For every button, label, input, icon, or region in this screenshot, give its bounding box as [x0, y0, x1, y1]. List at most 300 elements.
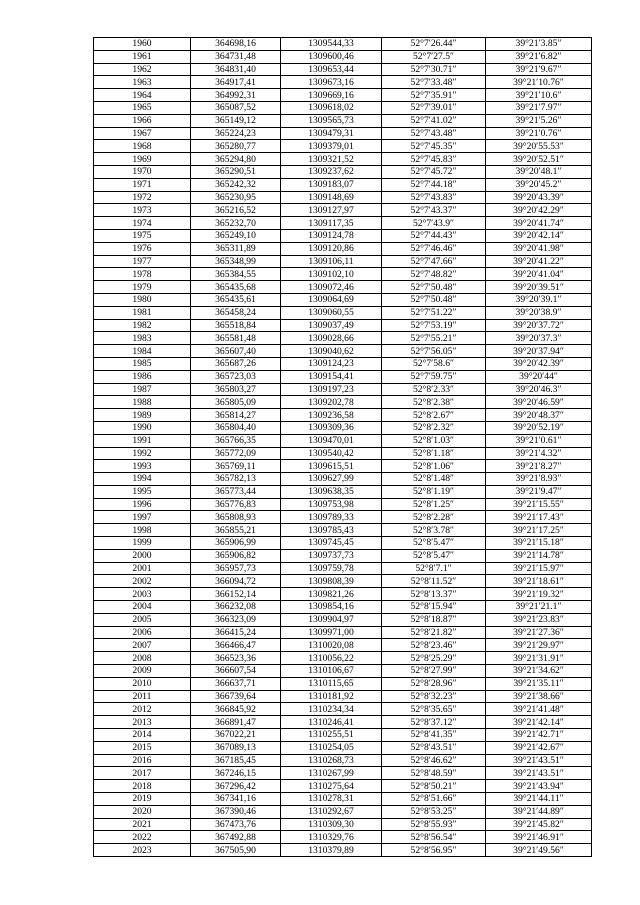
point-number-cell: 2005 — [94, 613, 191, 626]
table-row — [94, 767, 592, 780]
point-number-cell: 1979 — [94, 281, 191, 294]
table-row — [94, 396, 592, 409]
point-number-cell: 1970 — [94, 165, 191, 178]
latitude-cell: 52°7′30.71″ — [382, 63, 486, 76]
y-coordinate-cell: 1309197,23 — [281, 383, 382, 396]
x-coordinate-cell: 365723,03 — [191, 370, 281, 383]
x-coordinate-cell: 365855,21 — [191, 524, 281, 537]
point-number-cell: 2021 — [94, 818, 191, 831]
y-coordinate-cell: 1309237,62 — [281, 165, 382, 178]
point-number-cell: 1993 — [94, 460, 191, 473]
x-coordinate-cell: 366232,08 — [191, 601, 281, 614]
y-coordinate-cell: 1309102,10 — [281, 268, 382, 281]
point-number-cell: 2007 — [94, 639, 191, 652]
table-row — [94, 140, 592, 153]
x-coordinate-cell: 365242,32 — [191, 178, 281, 191]
x-coordinate-cell: 364831,40 — [191, 63, 281, 76]
longitude-cell: 39°21′27.36″ — [486, 626, 592, 639]
table-row — [94, 114, 592, 127]
point-number-cell: 2013 — [94, 716, 191, 729]
table-row — [94, 793, 592, 806]
y-coordinate-cell: 1310234,34 — [281, 703, 382, 716]
point-number-cell: 1963 — [94, 76, 191, 89]
x-coordinate-cell: 365249,10 — [191, 229, 281, 242]
y-coordinate-cell: 1310255,51 — [281, 729, 382, 742]
x-coordinate-cell: 365803,27 — [191, 383, 281, 396]
y-coordinate-cell: 1309854,16 — [281, 601, 382, 614]
y-coordinate-cell: 1309808,39 — [281, 575, 382, 588]
table-row — [94, 485, 592, 498]
table-row — [94, 652, 592, 665]
y-coordinate-cell: 1309040,62 — [281, 345, 382, 358]
point-number-cell: 2003 — [94, 588, 191, 601]
point-number-cell: 2018 — [94, 780, 191, 793]
y-coordinate-cell: 1310267,99 — [281, 767, 382, 780]
y-coordinate-cell: 1310254,05 — [281, 741, 382, 754]
x-coordinate-cell: 365518,84 — [191, 319, 281, 332]
x-coordinate-cell: 365290,51 — [191, 165, 281, 178]
x-coordinate-cell: 365773,44 — [191, 485, 281, 498]
latitude-cell: 52°7′43.9″ — [382, 217, 486, 230]
point-number-cell: 1965 — [94, 101, 191, 114]
y-coordinate-cell: 1309565,73 — [281, 114, 382, 127]
latitude-cell: 52°7′35.91″ — [382, 89, 486, 102]
latitude-cell: 52°8′51.66″ — [382, 793, 486, 806]
point-number-cell: 1964 — [94, 89, 191, 102]
point-number-cell: 1960 — [94, 38, 191, 51]
longitude-cell: 39°20′46.59″ — [486, 396, 592, 409]
point-number-cell: 1983 — [94, 332, 191, 345]
x-coordinate-cell: 366739,64 — [191, 690, 281, 703]
x-coordinate-cell: 365776,83 — [191, 498, 281, 511]
x-coordinate-cell: 365087,52 — [191, 101, 281, 114]
x-coordinate-cell: 365957,73 — [191, 562, 281, 575]
x-coordinate-cell: 367246,15 — [191, 767, 281, 780]
x-coordinate-cell: 365232,70 — [191, 217, 281, 230]
latitude-cell: 52°8′13.37″ — [382, 588, 486, 601]
table-row — [94, 434, 592, 447]
latitude-cell: 52°8′35.65″ — [382, 703, 486, 716]
y-coordinate-cell: 1309615,51 — [281, 460, 382, 473]
table-row — [94, 460, 592, 473]
longitude-cell: 39°20′44″ — [486, 370, 592, 383]
y-coordinate-cell: 1309120,86 — [281, 242, 382, 255]
x-coordinate-cell: 365311,89 — [191, 242, 281, 255]
point-number-cell: 1975 — [94, 229, 191, 242]
table-row — [94, 741, 592, 754]
latitude-cell: 52°7′26.44″ — [382, 38, 486, 51]
latitude-cell: 52°7′43.83″ — [382, 191, 486, 204]
longitude-cell: 39°20′41.22″ — [486, 255, 592, 268]
x-coordinate-cell: 365230,95 — [191, 191, 281, 204]
table-row — [94, 677, 592, 690]
latitude-cell: 52°8′2.33″ — [382, 383, 486, 396]
longitude-cell: 39°21′9.67″ — [486, 63, 592, 76]
point-number-cell: 1968 — [94, 140, 191, 153]
longitude-cell: 39°20′43.39″ — [486, 191, 592, 204]
x-coordinate-cell: 366415,24 — [191, 626, 281, 639]
y-coordinate-cell: 1310115,65 — [281, 677, 382, 690]
point-number-cell: 1994 — [94, 473, 191, 486]
longitude-cell: 39°20′52.51″ — [486, 153, 592, 166]
y-coordinate-cell: 1309653,44 — [281, 63, 382, 76]
point-number-cell: 1982 — [94, 319, 191, 332]
table-row — [94, 50, 592, 63]
table-row — [94, 831, 592, 844]
x-coordinate-cell: 367390,46 — [191, 805, 281, 818]
latitude-cell: 52°7′44.18″ — [382, 178, 486, 191]
latitude-cell: 52°7′45.72″ — [382, 165, 486, 178]
point-number-cell: 2001 — [94, 562, 191, 575]
table-row — [94, 38, 592, 51]
y-coordinate-cell: 1310329,76 — [281, 831, 382, 844]
point-number-cell: 1976 — [94, 242, 191, 255]
table-row — [94, 306, 592, 319]
y-coordinate-cell: 1309971,00 — [281, 626, 382, 639]
table-row — [94, 101, 592, 114]
point-number-cell: 1972 — [94, 191, 191, 204]
latitude-cell: 52°7′43.48″ — [382, 127, 486, 140]
x-coordinate-cell: 366523,36 — [191, 652, 281, 665]
table-row — [94, 421, 592, 434]
table-row — [94, 345, 592, 358]
latitude-cell: 52°8′18.87″ — [382, 613, 486, 626]
longitude-cell: 39°21′19.32″ — [486, 588, 592, 601]
longitude-cell: 39°21′42.14″ — [486, 716, 592, 729]
x-coordinate-cell: 365687,26 — [191, 357, 281, 370]
latitude-cell: 52°8′2.67″ — [382, 409, 486, 422]
table-row — [94, 319, 592, 332]
y-coordinate-cell: 1309064,69 — [281, 293, 382, 306]
longitude-cell: 39°21′23.83″ — [486, 613, 592, 626]
x-coordinate-cell: 367185,45 — [191, 754, 281, 767]
point-number-cell: 1992 — [94, 447, 191, 460]
latitude-cell: 52°7′59.75″ — [382, 370, 486, 383]
latitude-cell: 52°8′1.25″ — [382, 498, 486, 511]
x-coordinate-cell: 365216,52 — [191, 204, 281, 217]
y-coordinate-cell: 1309785,43 — [281, 524, 382, 537]
latitude-cell: 52°7′53.19″ — [382, 319, 486, 332]
x-coordinate-cell: 364992,31 — [191, 89, 281, 102]
table-row — [94, 626, 592, 639]
latitude-cell: 52°8′2.32″ — [382, 421, 486, 434]
latitude-cell: 52°7′41.02″ — [382, 114, 486, 127]
x-coordinate-cell: 365766,35 — [191, 434, 281, 447]
x-coordinate-cell: 365906,82 — [191, 549, 281, 562]
table-row — [94, 242, 592, 255]
table-row — [94, 844, 592, 857]
point-number-cell: 2022 — [94, 831, 191, 844]
latitude-cell: 52°7′55.21″ — [382, 332, 486, 345]
longitude-cell: 39°20′37.3″ — [486, 332, 592, 345]
point-number-cell: 2014 — [94, 729, 191, 742]
table-row — [94, 601, 592, 614]
y-coordinate-cell: 1309148,69 — [281, 191, 382, 204]
x-coordinate-cell: 364731,48 — [191, 50, 281, 63]
point-number-cell: 2016 — [94, 754, 191, 767]
latitude-cell: 52°8′7.1″ — [382, 562, 486, 575]
longitude-cell: 39°21′4.32″ — [486, 447, 592, 460]
longitude-cell: 39°21′8.27″ — [486, 460, 592, 473]
longitude-cell: 39°21′43.94″ — [486, 780, 592, 793]
longitude-cell: 39°20′55.53″ — [486, 140, 592, 153]
y-coordinate-cell: 1309821,26 — [281, 588, 382, 601]
table-row — [94, 613, 592, 626]
table-row — [94, 690, 592, 703]
y-coordinate-cell: 1309202,78 — [281, 396, 382, 409]
point-number-cell: 1961 — [94, 50, 191, 63]
longitude-cell: 39°21′5.26″ — [486, 114, 592, 127]
longitude-cell: 39°20′52.19″ — [486, 421, 592, 434]
x-coordinate-cell: 364917,41 — [191, 76, 281, 89]
latitude-cell: 52°8′50.21″ — [382, 780, 486, 793]
y-coordinate-cell: 1309904,97 — [281, 613, 382, 626]
y-coordinate-cell: 1310275,64 — [281, 780, 382, 793]
x-coordinate-cell: 366094,72 — [191, 575, 281, 588]
x-coordinate-cell: 365906,99 — [191, 537, 281, 550]
latitude-cell: 52°8′1.18″ — [382, 447, 486, 460]
table-row — [94, 447, 592, 460]
y-coordinate-cell: 1309540,42 — [281, 447, 382, 460]
x-coordinate-cell: 367505,90 — [191, 844, 281, 857]
x-coordinate-cell: 367022,21 — [191, 729, 281, 742]
y-coordinate-cell: 1310292,67 — [281, 805, 382, 818]
x-coordinate-cell: 367473,76 — [191, 818, 281, 831]
y-coordinate-cell: 1309600,46 — [281, 50, 382, 63]
point-number-cell: 1981 — [94, 306, 191, 319]
latitude-cell: 52°8′53.25″ — [382, 805, 486, 818]
longitude-cell: 39°21′44.11″ — [486, 793, 592, 806]
latitude-cell: 52°8′32.23″ — [382, 690, 486, 703]
longitude-cell: 39°21′46.91″ — [486, 831, 592, 844]
y-coordinate-cell: 1310268,73 — [281, 754, 382, 767]
x-coordinate-cell: 365805,09 — [191, 396, 281, 409]
latitude-cell: 52°8′56.54″ — [382, 831, 486, 844]
point-number-cell: 2020 — [94, 805, 191, 818]
table-row — [94, 191, 592, 204]
longitude-cell: 39°20′46.3″ — [486, 383, 592, 396]
table-row — [94, 511, 592, 524]
table-row — [94, 409, 592, 422]
point-number-cell: 1977 — [94, 255, 191, 268]
y-coordinate-cell: 1309127,97 — [281, 204, 382, 217]
longitude-cell: 39°21′45.82″ — [486, 818, 592, 831]
point-number-cell: 1973 — [94, 204, 191, 217]
point-number-cell: 2004 — [94, 601, 191, 614]
y-coordinate-cell: 1309470,01 — [281, 434, 382, 447]
y-coordinate-cell: 1310106,67 — [281, 665, 382, 678]
point-number-cell: 1962 — [94, 63, 191, 76]
point-number-cell: 1984 — [94, 345, 191, 358]
y-coordinate-cell: 1309183,07 — [281, 178, 382, 191]
y-coordinate-cell: 1310379,89 — [281, 844, 382, 857]
y-coordinate-cell: 1309789,33 — [281, 511, 382, 524]
point-number-cell: 1987 — [94, 383, 191, 396]
point-number-cell: 2012 — [94, 703, 191, 716]
table-row — [94, 703, 592, 716]
y-coordinate-cell: 1309028,66 — [281, 332, 382, 345]
latitude-cell: 52°8′15.94″ — [382, 601, 486, 614]
longitude-cell: 39°21′0.61″ — [486, 434, 592, 447]
longitude-cell: 39°21′21.1″ — [486, 601, 592, 614]
y-coordinate-cell: 1309737,73 — [281, 549, 382, 562]
point-number-cell: 2002 — [94, 575, 191, 588]
longitude-cell: 39°21′7.97″ — [486, 101, 592, 114]
point-number-cell: 1978 — [94, 268, 191, 281]
table-row — [94, 255, 592, 268]
y-coordinate-cell: 1309060,55 — [281, 306, 382, 319]
table-row — [94, 537, 592, 550]
longitude-cell: 39°20′41.74″ — [486, 217, 592, 230]
latitude-cell: 52°8′37.12″ — [382, 716, 486, 729]
table-row — [94, 805, 592, 818]
table-row — [94, 780, 592, 793]
longitude-cell: 39°20′48.37″ — [486, 409, 592, 422]
longitude-cell: 39°20′38.9″ — [486, 306, 592, 319]
latitude-cell: 52°8′3.78″ — [382, 524, 486, 537]
latitude-cell: 52°8′23.46″ — [382, 639, 486, 652]
latitude-cell: 52°8′21.82″ — [382, 626, 486, 639]
x-coordinate-cell: 365458,24 — [191, 306, 281, 319]
table-row — [94, 178, 592, 191]
point-number-cell: 1971 — [94, 178, 191, 191]
point-number-cell: 1991 — [94, 434, 191, 447]
latitude-cell: 52°8′27.99″ — [382, 665, 486, 678]
point-number-cell: 2008 — [94, 652, 191, 665]
latitude-cell: 52°7′46.46″ — [382, 242, 486, 255]
point-number-cell: 1974 — [94, 217, 191, 230]
latitude-cell: 52°8′41.35″ — [382, 729, 486, 742]
point-number-cell: 2023 — [94, 844, 191, 857]
table-row — [94, 549, 592, 562]
longitude-cell: 39°21′49.56″ — [486, 844, 592, 857]
longitude-cell: 39°20′42.14″ — [486, 229, 592, 242]
x-coordinate-cell: 365808,93 — [191, 511, 281, 524]
point-number-cell: 2009 — [94, 665, 191, 678]
table-row — [94, 332, 592, 345]
latitude-cell: 52°8′25.29″ — [382, 652, 486, 665]
y-coordinate-cell: 1310246,41 — [281, 716, 382, 729]
point-number-cell: 2000 — [94, 549, 191, 562]
table-row — [94, 76, 592, 89]
longitude-cell: 39°21′44.89″ — [486, 805, 592, 818]
y-coordinate-cell: 1309673,16 — [281, 76, 382, 89]
latitude-cell: 52°8′1.03″ — [382, 434, 486, 447]
latitude-cell: 52°7′45.83″ — [382, 153, 486, 166]
y-coordinate-cell: 1310056,22 — [281, 652, 382, 665]
coordinates-table-body — [94, 38, 592, 857]
y-coordinate-cell: 1309106,11 — [281, 255, 382, 268]
longitude-cell: 39°21′0.76″ — [486, 127, 592, 140]
x-coordinate-cell: 366891,47 — [191, 716, 281, 729]
table-row — [94, 562, 592, 575]
x-coordinate-cell: 364698,16 — [191, 38, 281, 51]
point-number-cell: 2017 — [94, 767, 191, 780]
table-row — [94, 383, 592, 396]
longitude-cell: 39°20′41.98″ — [486, 242, 592, 255]
longitude-cell: 39°20′41.04″ — [486, 268, 592, 281]
table-row — [94, 229, 592, 242]
point-number-cell: 1988 — [94, 396, 191, 409]
latitude-cell: 52°7′50.48″ — [382, 281, 486, 294]
latitude-cell: 52°8′46.62″ — [382, 754, 486, 767]
y-coordinate-cell: 1309479,31 — [281, 127, 382, 140]
table-row — [94, 729, 592, 742]
x-coordinate-cell: 365769,11 — [191, 460, 281, 473]
latitude-cell: 52°8′1.06″ — [382, 460, 486, 473]
x-coordinate-cell: 366323,09 — [191, 613, 281, 626]
y-coordinate-cell: 1309669,16 — [281, 89, 382, 102]
longitude-cell: 39°20′45.2″ — [486, 178, 592, 191]
table-row — [94, 165, 592, 178]
longitude-cell: 39°20′37.94″ — [486, 345, 592, 358]
longitude-cell: 39°21′34.62″ — [486, 665, 592, 678]
point-number-cell: 1999 — [94, 537, 191, 550]
table-row — [94, 498, 592, 511]
latitude-cell: 52°8′2.38″ — [382, 396, 486, 409]
x-coordinate-cell: 367492,88 — [191, 831, 281, 844]
longitude-cell: 39°21′10.6″ — [486, 89, 592, 102]
point-number-cell: 1980 — [94, 293, 191, 306]
y-coordinate-cell: 1309236,58 — [281, 409, 382, 422]
table-row — [94, 716, 592, 729]
table-row — [94, 665, 592, 678]
y-coordinate-cell: 1309124,78 — [281, 229, 382, 242]
point-number-cell: 1967 — [94, 127, 191, 140]
point-number-cell: 1989 — [94, 409, 191, 422]
longitude-cell: 39°21′15.18″ — [486, 537, 592, 550]
latitude-cell: 52°7′47.66″ — [382, 255, 486, 268]
longitude-cell: 39°21′31.91″ — [486, 652, 592, 665]
point-number-cell: 2015 — [94, 741, 191, 754]
latitude-cell: 52°7′33.48″ — [382, 76, 486, 89]
point-number-cell: 2006 — [94, 626, 191, 639]
x-coordinate-cell: 365149,12 — [191, 114, 281, 127]
longitude-cell: 39°20′42.39″ — [486, 357, 592, 370]
x-coordinate-cell: 365435,61 — [191, 293, 281, 306]
longitude-cell: 39°20′37.72″ — [486, 319, 592, 332]
longitude-cell: 39°21′17.43″ — [486, 511, 592, 524]
latitude-cell: 52°7′56.05″ — [382, 345, 486, 358]
y-coordinate-cell: 1310181,92 — [281, 690, 382, 703]
x-coordinate-cell: 367089,13 — [191, 741, 281, 754]
x-coordinate-cell: 366845,92 — [191, 703, 281, 716]
longitude-cell: 39°21′43.51″ — [486, 754, 592, 767]
y-coordinate-cell: 1309618,02 — [281, 101, 382, 114]
latitude-cell: 52°7′58.6″ — [382, 357, 486, 370]
table-row — [94, 524, 592, 537]
latitude-cell: 52°8′5.47″ — [382, 537, 486, 550]
y-coordinate-cell: 1309321,52 — [281, 153, 382, 166]
longitude-cell: 39°21′9.47″ — [486, 485, 592, 498]
latitude-cell: 52°8′43.51″ — [382, 741, 486, 754]
latitude-cell: 52°7′50.48″ — [382, 293, 486, 306]
longitude-cell: 39°20′39.1″ — [486, 293, 592, 306]
longitude-cell: 39°21′10.76″ — [486, 76, 592, 89]
latitude-cell: 52°8′2.28″ — [382, 511, 486, 524]
latitude-cell: 52°8′1.19″ — [382, 485, 486, 498]
latitude-cell: 52°8′11.52″ — [382, 575, 486, 588]
longitude-cell: 39°21′18.61″ — [486, 575, 592, 588]
x-coordinate-cell: 365581,48 — [191, 332, 281, 345]
latitude-cell: 52°8′1.48″ — [382, 473, 486, 486]
table-row — [94, 63, 592, 76]
y-coordinate-cell: 1309309,36 — [281, 421, 382, 434]
y-coordinate-cell: 1309037,49 — [281, 319, 382, 332]
y-coordinate-cell: 1310278,31 — [281, 793, 382, 806]
table-row — [94, 639, 592, 652]
longitude-cell: 39°20′48.1″ — [486, 165, 592, 178]
